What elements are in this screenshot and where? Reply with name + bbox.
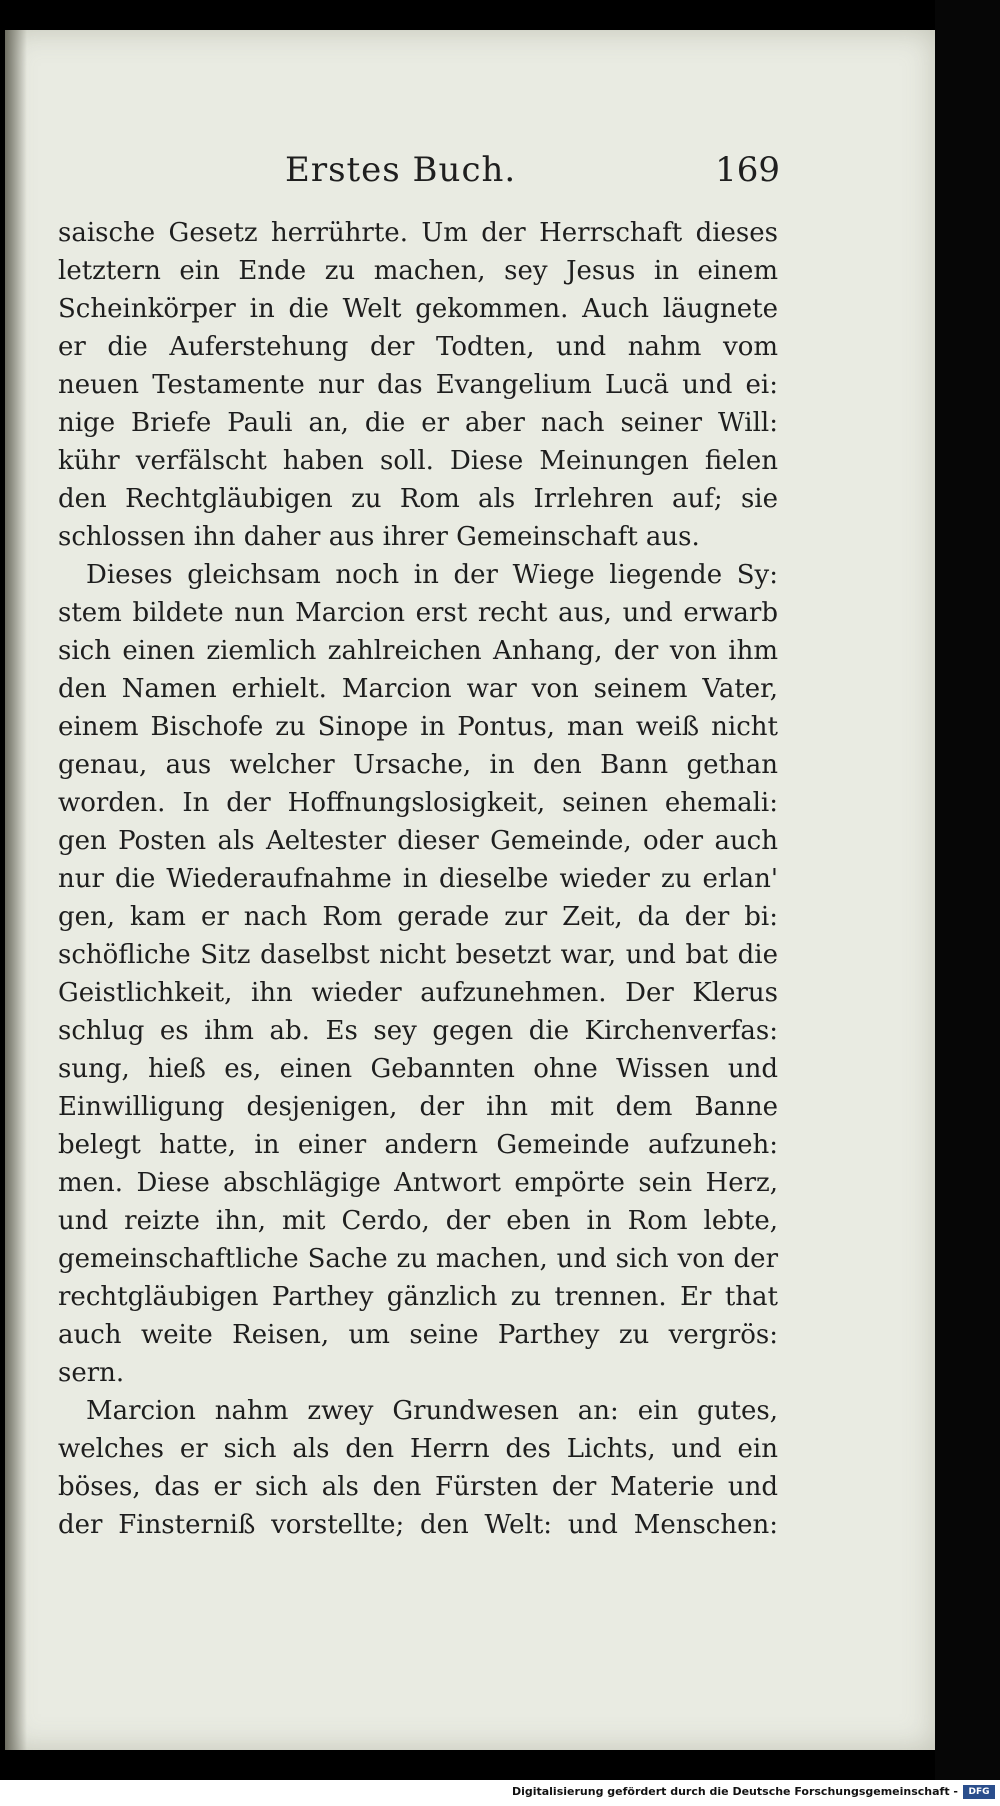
text-line: und reizte ihn, mit Cerdo, der eben in Rom lebte, [58, 1206, 778, 1236]
text-line: böses, das er sich als den Fürsten der Materie und [58, 1472, 778, 1502]
text-line: welches er sich als den Herrn des Lichts, und ein [58, 1434, 778, 1464]
text-line: einem Bischofe zu Sinope in Pontus, man weiß nicht [58, 712, 778, 742]
text-line: schlug es ihm ab. Es sey gegen die Kirchenverfas: [58, 1016, 778, 1046]
text-line: auch weite Reisen, um seine Parthey zu vergrös: [58, 1320, 778, 1350]
text-line: sich einen ziemlich zahlreichen Anhang, der von ihm [58, 636, 778, 666]
scan-background [935, 0, 1000, 1806]
text-line: gemeinschaftliche Sache zu machen, und sich von der [58, 1244, 778, 1274]
running-title: Erstes Buch. [285, 150, 517, 190]
text-line: den Namen erhielt. Marcion war von seinem Vater, [58, 674, 778, 704]
page-header [0, 150, 930, 200]
text-line: belegt hatte, in einer andern Gemeinde aufzuneh: [58, 1130, 778, 1160]
text-line: den Rechtgläubigen zu Rom als Irrlehren auf; sie [58, 484, 778, 514]
text-line: letztern ein Ende zu machen, sey Jesus in einem [58, 256, 778, 286]
text-line: saische Gesetz herrührte. Um der Herrschaft dieses [58, 218, 778, 248]
text-line: Marcion nahm zwey Grundwesen an: ein gutes, [86, 1396, 778, 1426]
text-line: nige Briefe Pauli an, die er aber nach seiner Will: [58, 408, 778, 438]
text-line: Einwilligung desjenigen, der ihn mit dem Banne [58, 1092, 778, 1122]
text-line: er die Auferstehung der Todten, und nahm vom [58, 332, 778, 362]
page-number: 169 [715, 150, 780, 190]
text-line: Dieses gleichsam noch in der Wiege liegende Sy: [86, 560, 778, 590]
text-line: men. Diese abschlägige Antwort empörte sein Herz, [58, 1168, 778, 1198]
text-line: schöfliche Sitz daselbst nicht besetzt war, und bat die [58, 940, 778, 970]
dfg-logo: DFG [963, 1785, 995, 1799]
text-line: nur die Wiederaufnahme in dieselbe wieder zu erlan' [58, 864, 778, 894]
text-line: rechtgläubigen Parthey gänzlich zu trennen. Er that [58, 1282, 778, 1312]
funding-notice: Digitalisierung gefördert durch die Deutsche Forschungsgemeinschaft - [511, 1785, 958, 1798]
text-line: Scheinkörper in die Welt gekommen. Auch läugnete [58, 294, 778, 324]
page-body [58, 214, 778, 1544]
text-line: kühr verfälscht haben soll. Diese Meinungen fielen [58, 446, 778, 476]
text-line: worden. In der Hoffnungslosigkeit, seinen ehemali: [58, 788, 778, 818]
text-line: gen, kam er nach Rom gerade zur Zeit, da der bi: [58, 902, 778, 932]
text-line: schlossen ihn daher aus ihrer Gemeinschaft aus. [58, 522, 700, 552]
text-line: sern. [58, 1358, 125, 1388]
text-line: Geistlichkeit, ihn wieder aufzunehmen. Der Klerus [58, 978, 778, 1008]
binding-shadow [5, 30, 27, 1750]
text-line: stem bildete nun Marcion erst recht aus, und erwarb [58, 598, 778, 628]
text-line: neuen Testamente nur das Evangelium Lucä und ei: [58, 370, 778, 400]
text-line: sung, hieß es, einen Gebannten ohne Wissen und [58, 1054, 778, 1084]
text-line: gen Posten als Aeltester dieser Gemeinde, oder auch [58, 826, 778, 856]
text-line: genau, aus welcher Ursache, in den Bann gethan [58, 750, 778, 780]
text-line: der Finsterniß vorstellte; den Welt: und Menschen: [58, 1510, 778, 1540]
